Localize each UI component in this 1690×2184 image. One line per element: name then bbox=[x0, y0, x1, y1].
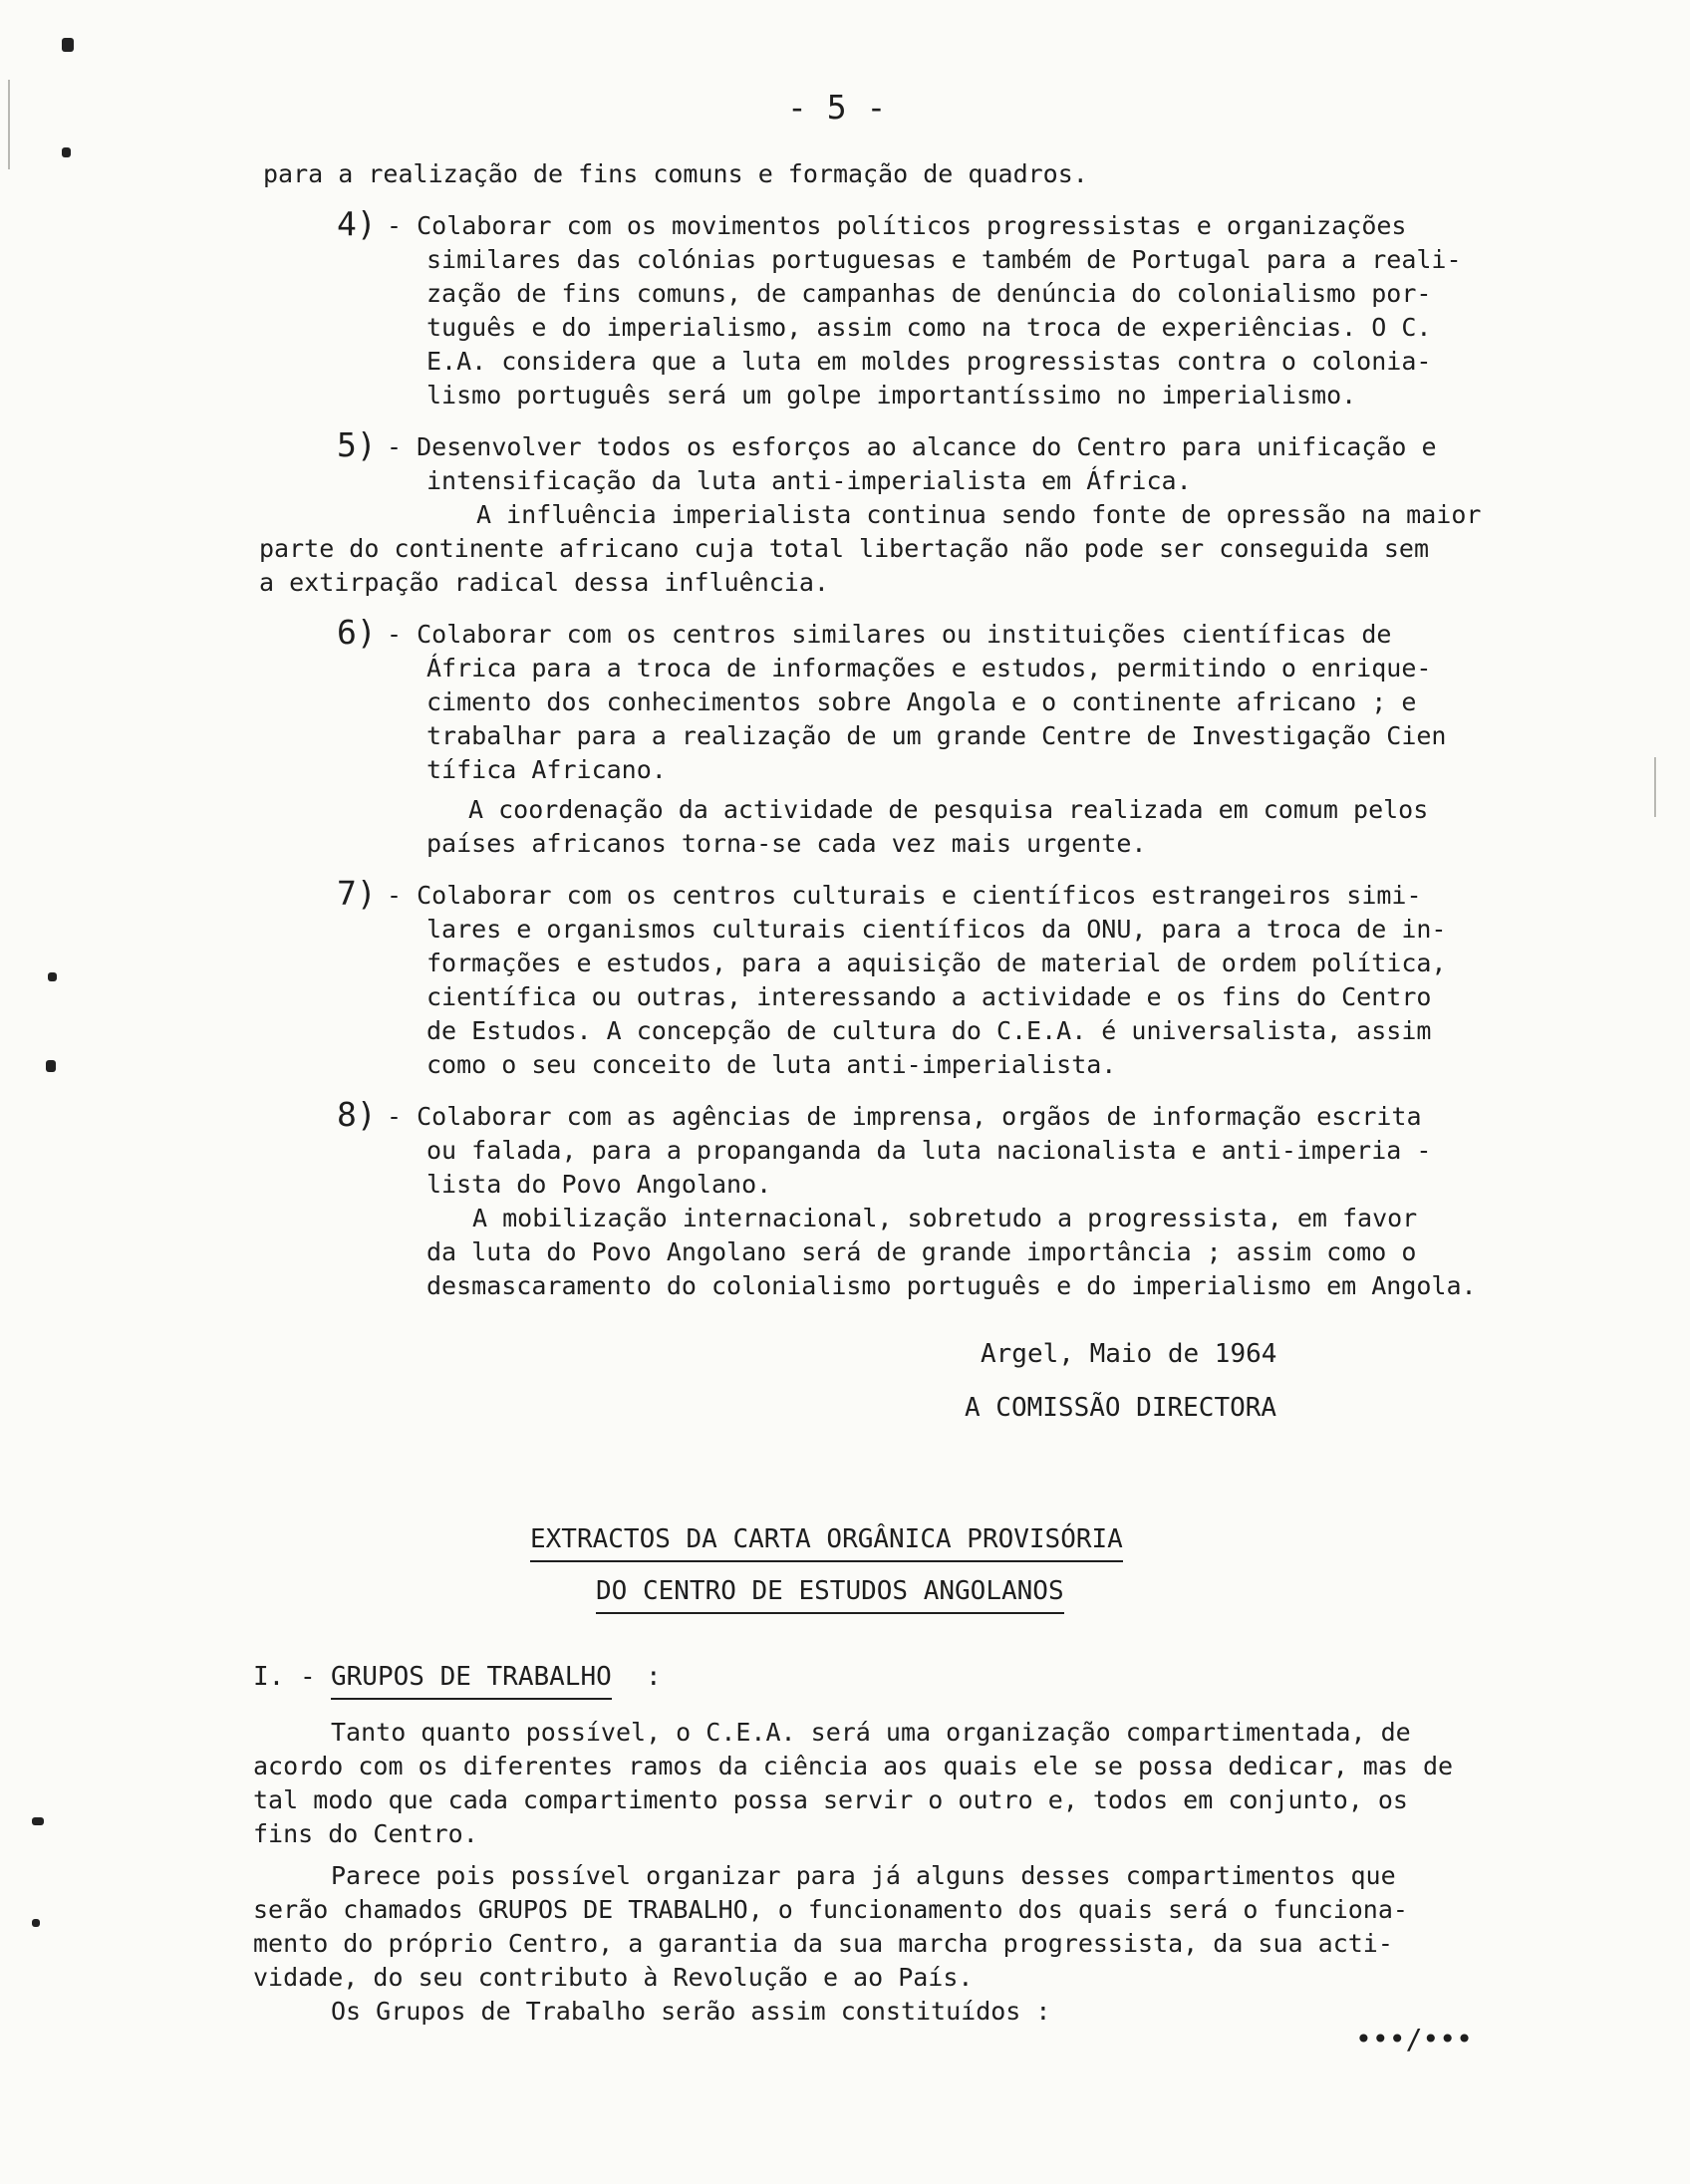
scan-edge bbox=[1654, 757, 1656, 817]
body-line: vidade, do seu contributo à Revolução e ao País. bbox=[253, 1963, 974, 1992]
item-number: 6) bbox=[337, 613, 377, 652]
item-line: lares e organismos culturais científicos da ONU, para a troca de in- bbox=[426, 915, 1447, 944]
item-line: países africanos torna-se cada vez mais urgente. bbox=[426, 829, 1147, 858]
binding-mark bbox=[48, 972, 57, 981]
section-heading: GRUPOS DE TRABALHO bbox=[331, 1662, 612, 1700]
body-line: Tanto quanto possível, o C.E.A. será uma organização compartimentada, de bbox=[331, 1718, 1411, 1747]
body-line: acordo com os diferentes ramos da ciência aos quais ele se possa dedicar, mas de bbox=[253, 1752, 1454, 1780]
body-line: serão chamados GRUPOS DE TRABALHO, o funcionamento dos quais será o funciona- bbox=[253, 1895, 1408, 1924]
item-line: intensificação da luta anti-imperialista em África. bbox=[426, 466, 1192, 495]
item-line: cimento dos conhecimentos sobre Angola e o continente africano ; e bbox=[426, 687, 1417, 716]
item-line: ou falada, para a propanganda da luta nacionalista e anti-imperia - bbox=[426, 1136, 1432, 1165]
item-line: - Colaborar com as agências de imprensa, orgãos de informação escrita bbox=[387, 1102, 1422, 1131]
item-line: trabalhar para a realização de um grande Centre de Investigação Cien bbox=[426, 721, 1447, 750]
body-line: tal modo que cada compartimento possa servir o outro e, todos em conjunto, os bbox=[253, 1785, 1408, 1814]
item-number: 5) bbox=[337, 425, 377, 464]
item-line: tuguês e do imperialismo, assim como na troca de experiências. O C. bbox=[426, 313, 1432, 342]
signatory: A COMISSÃO DIRECTORA bbox=[965, 1393, 1277, 1423]
item-line: científica ou outras, interessando a actividade e os fins do Centro bbox=[426, 982, 1432, 1011]
continuation-mark: •••/••• bbox=[1355, 2023, 1474, 2055]
item-number: 4) bbox=[337, 204, 377, 243]
item-line: A coordenação da actividade de pesquisa realizada em comum pelos bbox=[468, 795, 1429, 824]
binding-mark bbox=[32, 1817, 44, 1825]
item-line: África para a troca de informações e estudos, permitindo o enrique- bbox=[426, 654, 1432, 682]
binding-mark bbox=[46, 1060, 56, 1072]
body-line: Parece pois possível organizar para já alguns desses compartimentos que bbox=[331, 1861, 1396, 1890]
item-line: - Colaborar com os centros culturais e científicos estrangeiros simi- bbox=[387, 881, 1422, 910]
section-title-line-1: EXTRACTOS DA CARTA ORGÂNICA PROVISÓRIA bbox=[530, 1524, 1123, 1562]
binding-mark bbox=[62, 147, 71, 157]
item-line: parte do continente africano cuja total libertação não pode ser conseguida sem bbox=[259, 534, 1429, 563]
item-line: E.A. considera que a luta em moldes progressistas contra o colonia- bbox=[426, 347, 1432, 376]
item-line: lista do Povo Angolano. bbox=[426, 1170, 772, 1199]
binding-mark bbox=[32, 1919, 40, 1927]
item-line: similares das colónias portuguesas e também de Portugal para a reali- bbox=[426, 245, 1462, 274]
item-line: - Desenvolver todos os esforços ao alcance do Centro para unificação e bbox=[387, 432, 1437, 461]
place-date: Argel, Maio de 1964 bbox=[981, 1339, 1277, 1369]
section-colon: : bbox=[646, 1662, 662, 1692]
item-line: como o seu conceito de luta anti-imperialista. bbox=[426, 1050, 1117, 1079]
item-line: de Estudos. A concepção de cultura do C.E.A. é universalista, assim bbox=[426, 1016, 1432, 1045]
body-line: mento do próprio Centro, a garantia da sua marcha progressista, da sua acti- bbox=[253, 1929, 1393, 1958]
item-number: 7) bbox=[337, 874, 377, 913]
item-line: lismo português será um golpe importantíssimo no imperialismo. bbox=[426, 381, 1357, 410]
item-line: - Colaborar com os movimentos políticos progressistas e organizações bbox=[387, 211, 1407, 240]
item-line: formações e estudos, para a aquisição de material de ordem política, bbox=[426, 949, 1447, 977]
item-line: A influência imperialista continua sendo fonte de opressão na maior bbox=[476, 500, 1482, 529]
item-line: A mobilização internacional, sobretudo a progressista, em favor bbox=[472, 1204, 1418, 1232]
page-number: - 5 - bbox=[787, 88, 887, 127]
item-line: desmascaramento do colonialismo português e do imperialismo em Angola. bbox=[426, 1271, 1477, 1300]
item-line: tífica Africano. bbox=[426, 755, 667, 784]
section-title-line-2: DO CENTRO DE ESTUDOS ANGOLANOS bbox=[596, 1576, 1064, 1614]
item-line: - Colaborar com os centros similares ou instituições científicas de bbox=[387, 620, 1392, 649]
body-line: fins do Centro. bbox=[253, 1819, 478, 1848]
item-line: a extirpação radical dessa influência. bbox=[259, 568, 829, 597]
section-number: I. - bbox=[253, 1662, 316, 1692]
scan-edge bbox=[8, 80, 10, 169]
binding-mark bbox=[62, 38, 74, 52]
item-number: 8) bbox=[337, 1095, 377, 1134]
item-line: zação de fins comuns, de campanhas de denúncia do colonialismo por- bbox=[426, 279, 1432, 308]
body-line: Os Grupos de Trabalho serão assim constituídos : bbox=[331, 1997, 1051, 2026]
item-line: da luta do Povo Angolano será de grande importância ; assim como o bbox=[426, 1237, 1417, 1266]
intro-line: para a realização de fins comuns e formação de quadros. bbox=[263, 159, 1088, 188]
